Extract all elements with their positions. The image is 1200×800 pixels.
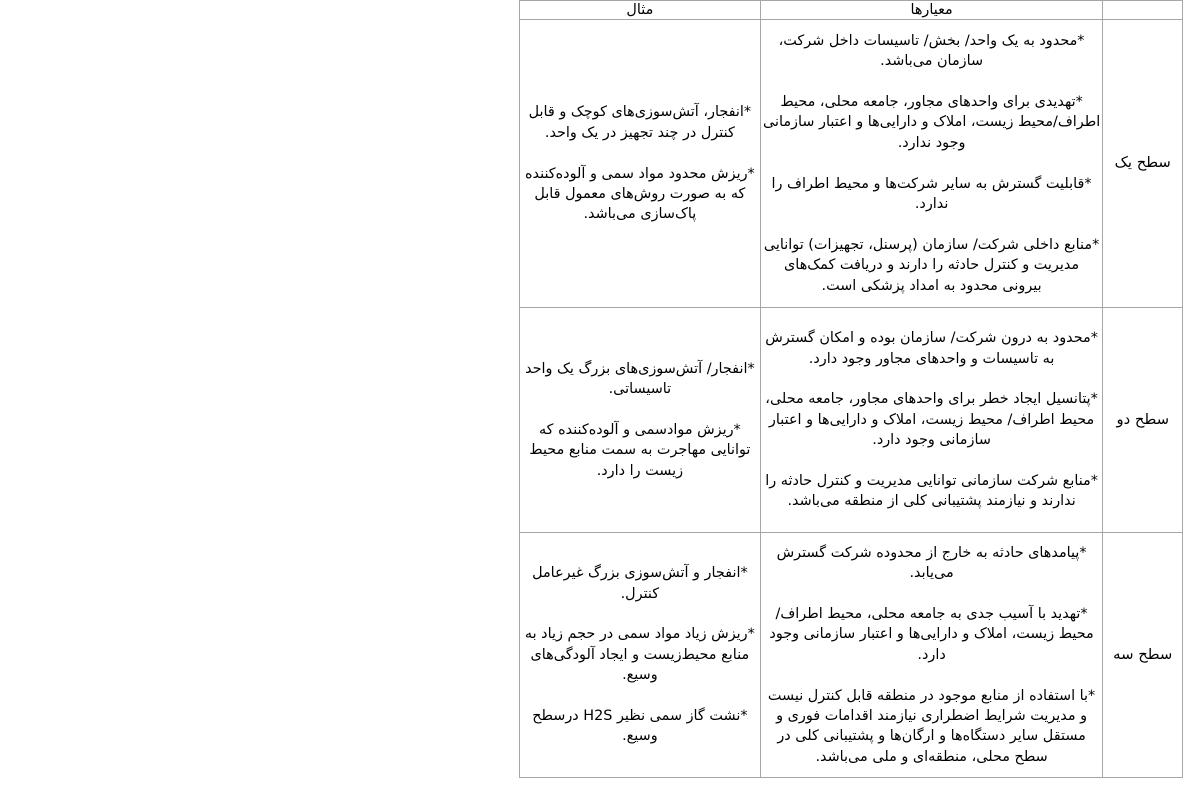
table-row (520, 20, 1183, 308)
level-cell: سطح یک (1103, 20, 1183, 308)
example-cell: *انفجار/ آتش‌سوزی‌های بزرگ یک واحد تاسیساتی. *ریزش موادسمی و آلوده‌کننده که توانایی مهاجرت به سمت منابع محیط زیست را دارد. (520, 308, 761, 533)
header-example: مثال (520, 1, 761, 20)
level-cell: سطح دو (1103, 308, 1183, 533)
criteria-cell: *محدود به درون شرکت/ سازمان بوده و امکان گسترش به تاسیسات و واحدهای مجاور وجود دارد. *پتانسیل ایجاد خطر برای واحدهای مجاور، جامعه محلی، محیط اطراف/ محیط زیست، املاک و دارایی‌ها و اعتبار سازمانی وجود دارد. *منابع شرکت سازمانی توانایی مدیریت و کنترل حادثه را ندارند و نیازمند پشتیبانی کلی از منطقه می‌باشد. (760, 308, 1103, 533)
incident-levels-table (519, 0, 1183, 778)
level-cell: سطح سه (1103, 533, 1183, 778)
table-header-row (520, 1, 1183, 20)
header-level (1103, 1, 1183, 20)
table-row (520, 308, 1183, 533)
table-row (520, 533, 1183, 778)
criteria-cell: *پیامدهای حادثه به خارج از محدوده شرکت گسترش می‌یابد. *تهدید با آسیب جدی به جامعه محلی، محیط اطراف/ محیط زیست، املاک و دارایی‌ها و اعتبار سازمانی وجود دارد. *با استفاده از منابع موجود در منطقه قابل کنترل نیست و مدیریت شرایط اضطراری نیازمند اقدامات فوری و مستقل سایر دستگاه‌ها و ارگان‌ها و پشتیبانی کلی در سطح محلی، منطقه‌ای و ملی می‌باشد. (760, 533, 1103, 778)
header-criteria: معیارها (760, 1, 1103, 20)
criteria-cell: *محدود به یک واحد/ بخش/ تاسیسات داخل شرکت، سازمان می‌باشد. *تهدیدی برای واحدهای مجاور، جامعه محلی، محیط اطراف/محیط زیست، املاک و دارایی‌ها و اعتبار سازمانی وجود ندارد. *قابلیت گسترش به سایر شرکت‌ها و محیط اطراف را ندارد. *منابع داخلی شرکت/ سازمان (پرسنل، تجهیزات) توانایی مدیریت و کنترل حادثه را دارند و دریافت کمک‌های بیرونی محدود به امداد پزشکی است. (760, 20, 1103, 308)
example-cell: *انفجار و آتش‌سوزی بزرگ غیرعامل کنترل. *ریزش زیاد مواد سمی در حجم زیاد به منابع محیط‌زیست و ایجاد آلودگی‌های وسیع. *نشت گاز سمی نظیر H2S درسطح وسیع. (520, 533, 761, 778)
example-cell: *انفجار، آتش‌سوزی‌های کوچک و قابل کنترل در چند تجهیز در یک واحد. *ریزش محدود مواد سمی و آلوده‌کننده که به صورت روش‌های معمول قابل پاک‌سازی می‌باشد. (520, 20, 761, 308)
